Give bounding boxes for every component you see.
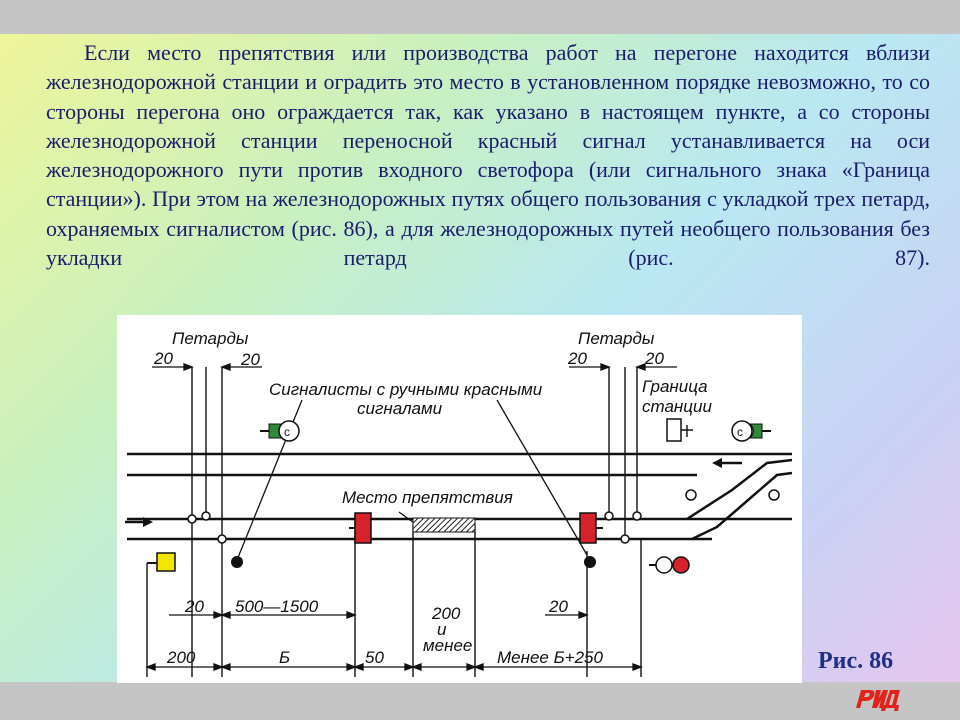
svg-text:с: с	[284, 425, 290, 439]
track-point	[769, 490, 779, 500]
red-white-signal-icon	[649, 557, 689, 573]
signalman-icon	[231, 556, 243, 568]
switch-curve-1	[687, 460, 792, 519]
figure-caption: Рис. 86	[818, 648, 894, 674]
top-bar	[0, 0, 960, 34]
station-boundary-sign-icon	[667, 419, 693, 441]
bottom-bar	[0, 682, 960, 720]
label-petardy-right: Петарды	[578, 329, 655, 348]
petard	[218, 535, 226, 543]
signalman-icon	[584, 556, 596, 568]
body-paragraph: Если место препятствия или производства работ на перегоне находится вблизи железнодорожной станции и оградить это место в установленном порядке невозможно, то со стороны перегона оно ограждается так, как указано в настоящем пункте, а со стороны железнодорожной станции переносной красный сигнал устанавливается на оси железнодорожного пути против входного светофора (или сигнального знака «Граница станции»). При этом на железнодорожных путях общего пользования с укладкой трех петард, охраняемых сигналистом (рис. 86), а для железнодорожных путей необщего пользования без укладки петард (рис. 87).	[46, 40, 930, 271]
entry-signal-left-icon	[260, 421, 299, 441]
track-point	[686, 490, 696, 500]
label-signalmen-line-2: сигналами	[357, 399, 443, 418]
dim-500-1500: 500—1500	[235, 597, 319, 616]
rzd-logo	[852, 684, 908, 719]
petard	[188, 515, 196, 523]
railway-diagram	[117, 315, 802, 683]
dim-50: 50	[365, 648, 384, 667]
label-granitsa-line-2: станции	[642, 397, 712, 416]
yellow-signal-icon	[147, 553, 175, 571]
dim-200-line-1: 200	[432, 604, 461, 623]
dim-200-line-2: и	[437, 620, 447, 639]
dim-b: Б	[279, 648, 291, 667]
dim-200-line-3: менее	[423, 636, 473, 655]
entry-signal-right-icon	[732, 421, 771, 441]
arrow-left-icon	[712, 458, 742, 468]
petard	[633, 512, 641, 520]
label-20: 20	[241, 350, 260, 369]
label-20: 20	[549, 597, 568, 616]
obstacle-area	[413, 518, 475, 532]
dim-less: Менее Б+250	[497, 648, 603, 667]
petard	[621, 535, 629, 543]
label-20: 20	[645, 349, 664, 368]
label-20: 20	[185, 597, 204, 616]
top-dimension-lines	[152, 364, 677, 370]
label-petardy-left: Петарды	[172, 329, 249, 348]
label-granitsa-line-1: Граница	[642, 377, 708, 396]
dim-200-left: 200	[167, 648, 196, 667]
label-signalmen-line-1: Сигналисты с ручными красными	[269, 380, 543, 399]
label-20: 20	[568, 349, 587, 368]
petard	[202, 512, 210, 520]
label-obstacle: Место препятствия	[342, 488, 513, 507]
svg-text:с: с	[737, 425, 743, 439]
petard	[605, 512, 613, 520]
label-20: 20	[154, 349, 173, 368]
